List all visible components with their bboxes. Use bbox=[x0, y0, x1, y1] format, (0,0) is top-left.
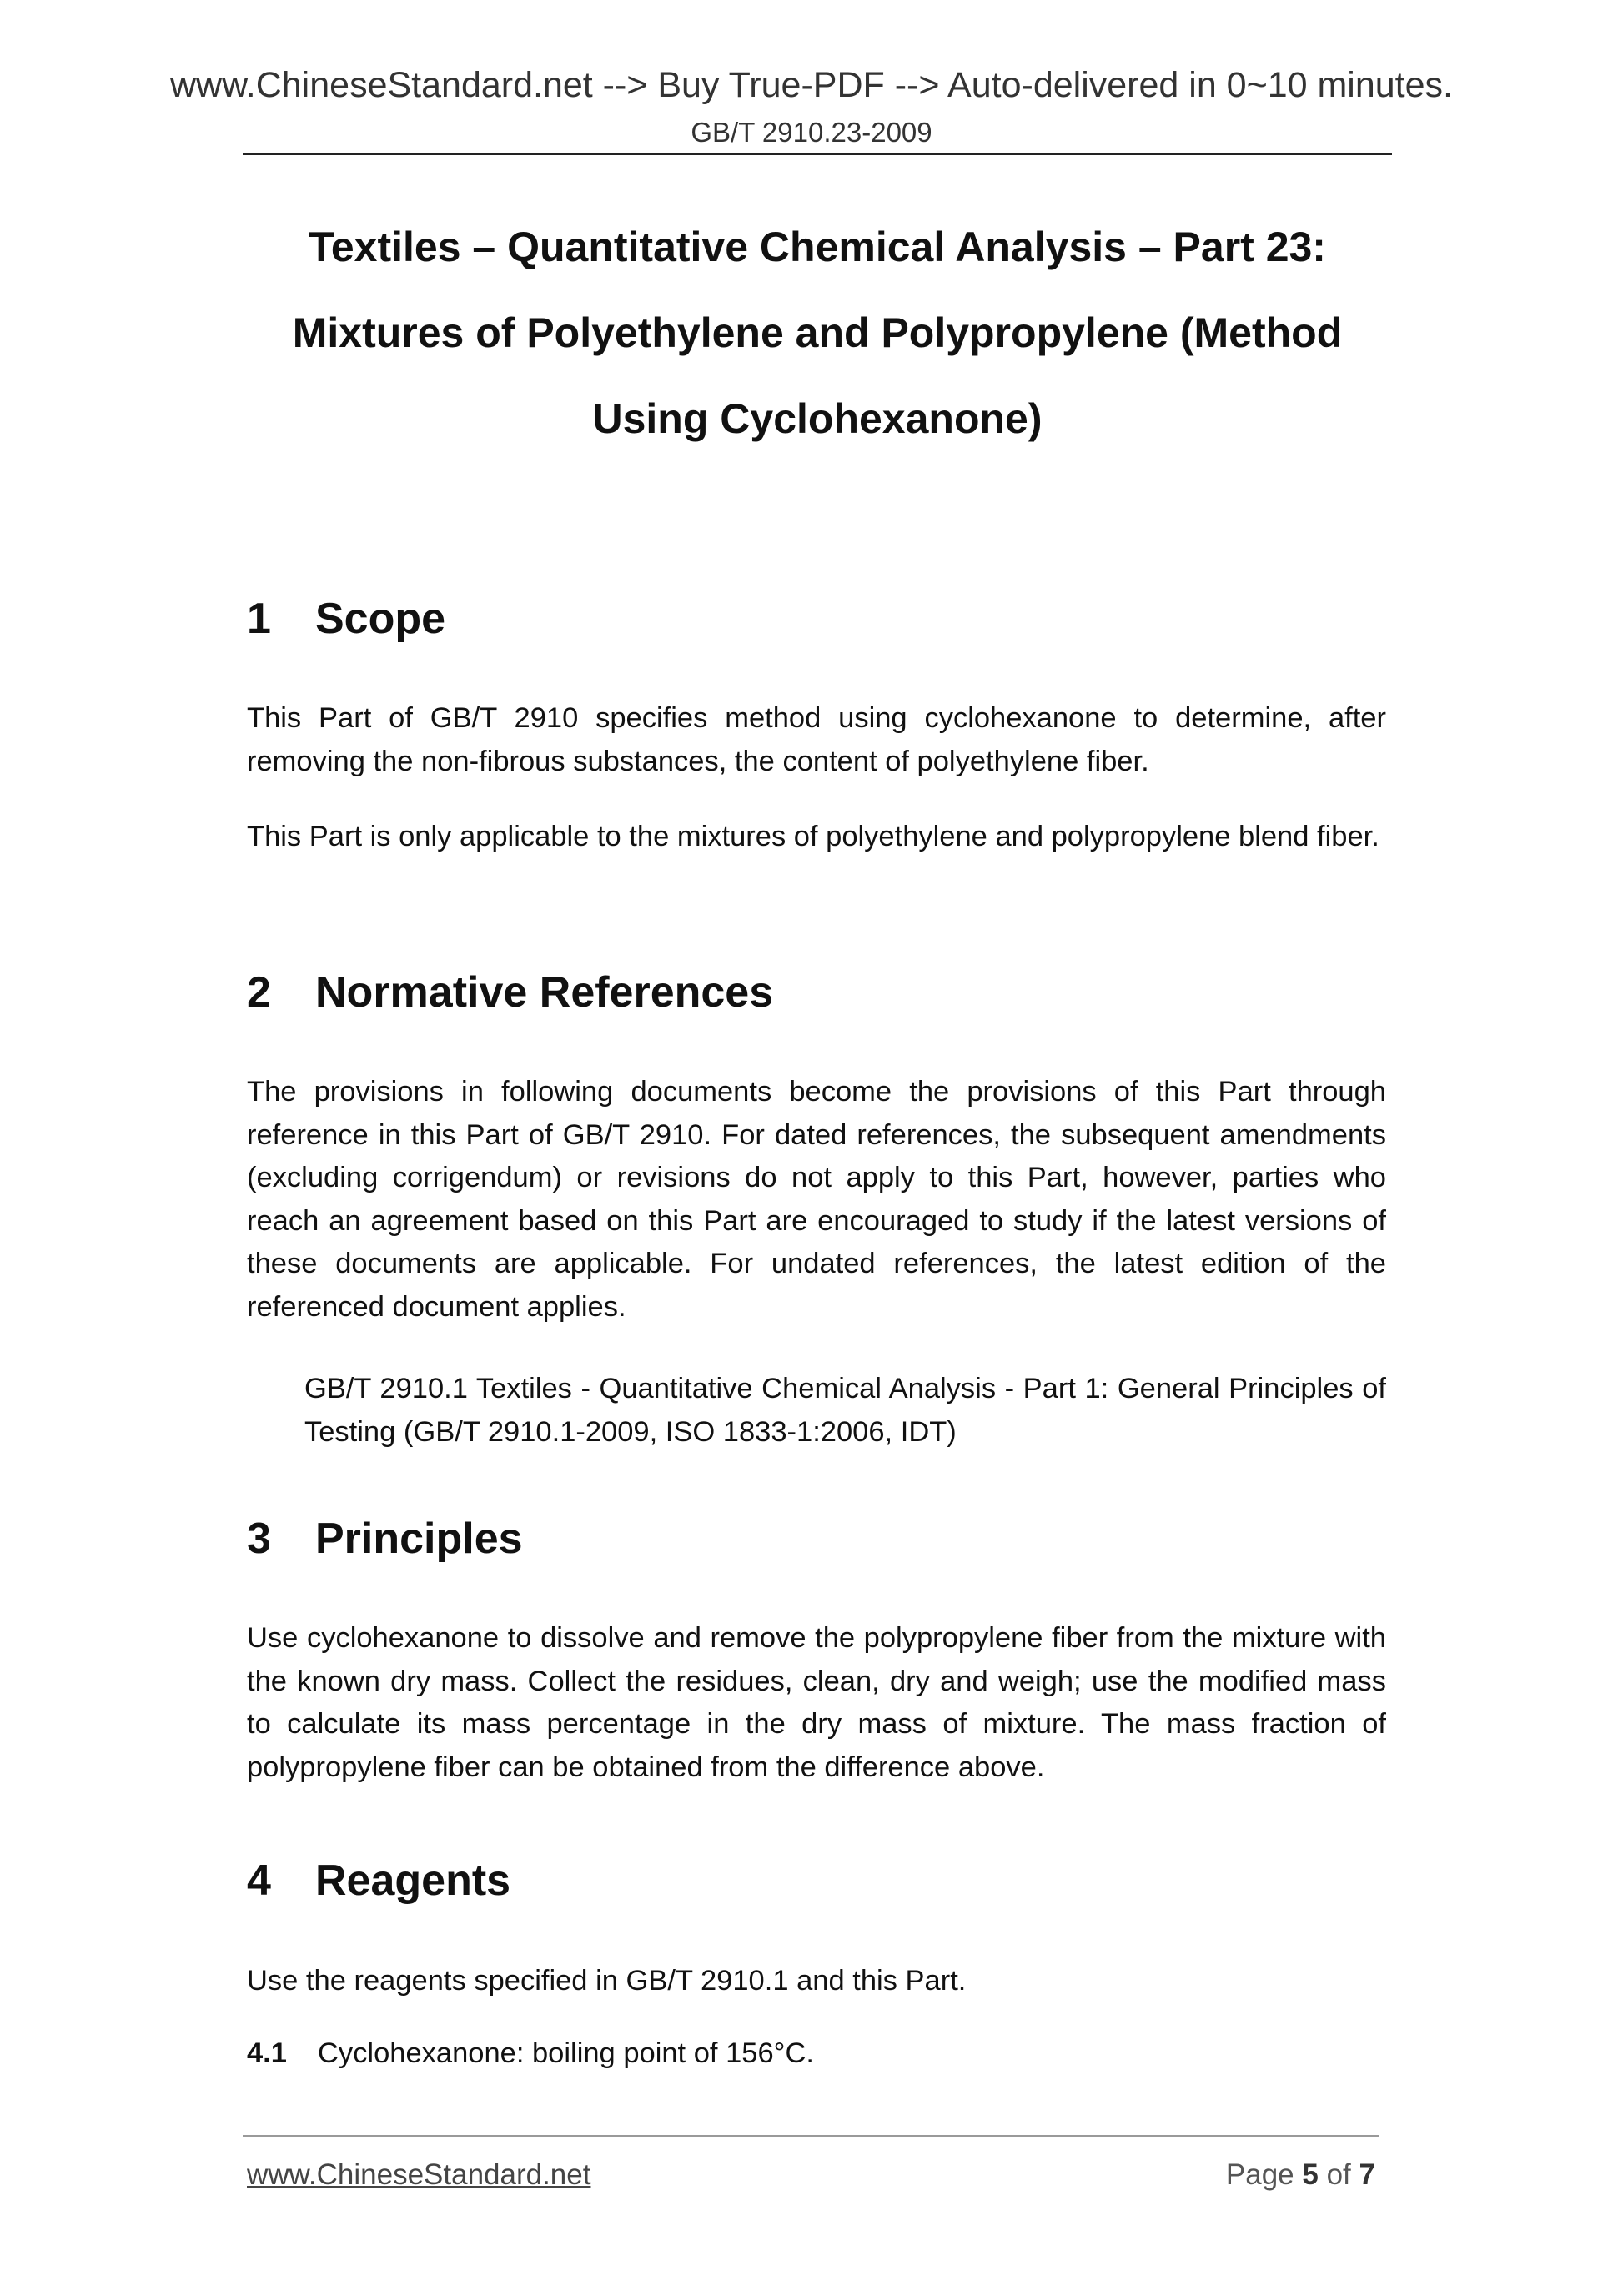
section-number: 3 bbox=[247, 1515, 271, 1563]
section-number: 2 bbox=[247, 968, 271, 1017]
title-line-3: Using Cyclohexanone) bbox=[592, 395, 1043, 442]
scope-paragraph-1: This Part of GB/T 2910 specifies method using cyclohexanone to determine, after removing the non-fibrous substances, the content of polyethylene fiber. bbox=[247, 702, 1386, 777]
title-line-2: Mixtures of Polyethylene and Polypropylene (Method bbox=[292, 309, 1343, 356]
document-title bbox=[243, 204, 1392, 462]
section-title: Principles bbox=[315, 1515, 523, 1563]
page-indicator bbox=[1226, 2158, 1375, 2192]
subclause-number: 4.1 bbox=[247, 2037, 287, 2069]
reagents-paragraph: Use the reagents specified in GB/T 2910.1 and this Part. bbox=[247, 1965, 967, 1997]
subclause-text: Cyclohexanone: boiling point of 156°C. bbox=[318, 2037, 814, 2069]
section-title: Scope bbox=[315, 595, 446, 643]
section-heading-normative-references bbox=[247, 967, 773, 1017]
section-number: 4 bbox=[247, 1856, 271, 1905]
normative-references-paragraph: The provisions in following documents become the provisions of this Part through reference in this Part of GB/T 2910. For dated references, the subsequent amendments (excluding corrigendum) or revisions do not apply to this Part, however, parties who reach an agreement based on this Part are encouraged to study if the latest versions of these documents are applicable. For undated references, the latest edition of the referenced document applies. bbox=[247, 1076, 1386, 1323]
current-page-number: 5 bbox=[1302, 2158, 1319, 2191]
subclause-4-1 bbox=[247, 2032, 1386, 2076]
section-heading-reagents bbox=[247, 1856, 510, 1906]
section-title: Normative References bbox=[315, 968, 774, 1017]
footer-website-link[interactable]: www.ChineseStandard.net bbox=[247, 2158, 591, 2191]
section-title: Reagents bbox=[315, 1856, 511, 1905]
scope-paragraph-2: This Part is only applicable to the mixtures of polyethylene and polypropylene blend fiber. bbox=[247, 821, 1379, 852]
section-number: 1 bbox=[247, 595, 271, 643]
total-pages-number: 7 bbox=[1359, 2158, 1375, 2191]
header-divider bbox=[243, 153, 1392, 155]
section-heading-scope bbox=[247, 594, 445, 644]
title-line-1: Textiles – Quantitative Chemical Analysis – Part 23: bbox=[309, 224, 1326, 270]
reference-entry: GB/T 2910.1 Textiles - Quantitative Chemical Analysis - Part 1: General Principles of Testing (GB/T 2910.1-2009, ISO 1833-1:2006, IDT) bbox=[304, 1373, 1386, 1448]
footer-divider bbox=[243, 2135, 1379, 2137]
page-of-label: of bbox=[1326, 2158, 1351, 2191]
principles-paragraph: Use cyclohexanone to dissolve and remove the polypropylene fiber from the mixture with the known dry mass. Collect the residues, clean, dry and weigh; use the modified mass to calculate its mass percentage in the dry mass of mixture. The mass fraction of polypropylene fiber can be obtained from the difference above. bbox=[247, 1622, 1386, 1783]
page-label: Page bbox=[1225, 2158, 1294, 2191]
section-heading-principles bbox=[247, 1514, 523, 1564]
standard-code: GB/T 2910.23-2009 bbox=[691, 117, 932, 148]
header-banner: www.ChineseStandard.net --> Buy True-PDF --> Auto-delivered in 0~10 minutes. bbox=[169, 65, 1453, 105]
